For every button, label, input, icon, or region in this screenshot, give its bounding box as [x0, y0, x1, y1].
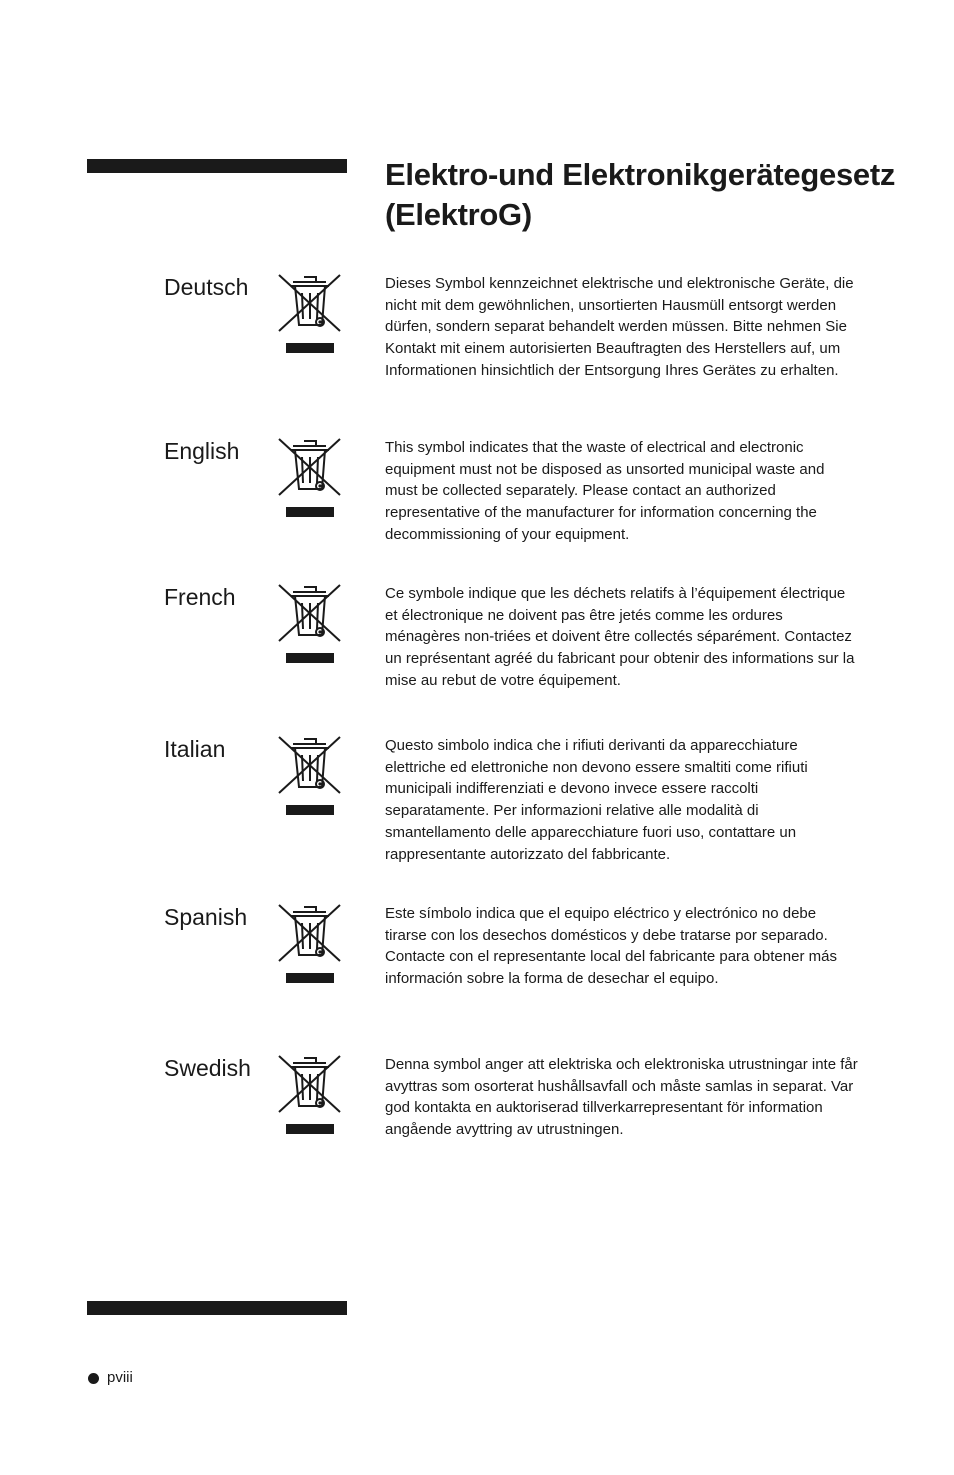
section-text: Questo simbolo indica che i rifiuti derivanti da apparecchiature elettriche ed elettroniche non devono essere smaltiti come rifiuti municipali indifferenziati e devono invece essere raccolti separatamente. Per informazioni relative alle modalità di smantellamento delle apparecchiature fuori uso, contattare un rappresentante autorizzato del fabbricante. — [385, 737, 808, 863]
language-label: Spanish — [164, 904, 248, 930]
crossed-out-wheelie-bin-icon — [276, 903, 344, 989]
section-text: Dieses Symbol kennzeichnet elektrische und elektronische Geräte, die nicht mit dem gewöhnlichen, unsortierten Hausmüll entsorgt werden dürfen, sondern separat behandelt werden müssen. Bitte nehmen Sie Kontakt mit einem autorisierten Beauftragten des Herstellers auf, um Informationen hinsichtlich der Entsorgung Ihres Gerätes zu erhalten. — [385, 275, 854, 379]
crossed-out-wheelie-bin-icon — [276, 273, 344, 359]
top-rule — [87, 159, 347, 173]
language-label: Swedish — [164, 1055, 251, 1081]
bottom-rule — [87, 1301, 347, 1315]
language-label: English — [164, 438, 240, 464]
page-footer — [88, 1368, 133, 1388]
language-label: French — [164, 584, 236, 610]
section-text: Este símbolo indica que el equipo eléctrico y electrónico no debe tirarse con los desechos domésticos y debe tratarse por separado. Contacte con el representante local del fabricante para obtener más información sobre la forma de desechar el equipo. — [385, 905, 837, 988]
page-title — [385, 155, 945, 235]
page-title-line-1: Elektro-und Elektronikgerätegesetz — [385, 157, 896, 192]
crossed-out-wheelie-bin-icon — [276, 735, 344, 821]
section-text: Denna symbol anger att elektriska och elektroniska utrustningar inte får avyttras som osorterat hushållsavfall och måste samlas in separat. Var god kontakta en auktoriserad tillverkarrepresentant för information angående avyttring av utrustningen. — [385, 1056, 858, 1139]
language-label: Italian — [164, 736, 226, 762]
page-title-line-2: (ElektroG) — [385, 197, 532, 232]
section-text: Ce symbole indique que les déchets relatifs à l’équipement électrique et électronique ne doivent pas être jetés comme les ordures ménagères non-triées et doivent être collectés séparément. Contactez un représentant agréé du fabricant pour obtenir des informations sur la mise au rebut de votre équipement. — [385, 585, 855, 689]
section-text: This symbol indicates that the waste of electrical and electronic equipment must not be disposed as unsorted municipal waste and must be collected separately. Please contact an authorized representative of the manufacturer for information concerning the decommissioning of your equipment. — [385, 439, 825, 543]
language-label: Deutsch — [164, 274, 249, 300]
page-number: pviii — [107, 1369, 133, 1386]
crossed-out-wheelie-bin-icon — [276, 583, 344, 669]
bullet-icon — [88, 1373, 99, 1384]
crossed-out-wheelie-bin-icon — [276, 437, 344, 523]
crossed-out-wheelie-bin-icon — [276, 1054, 344, 1140]
